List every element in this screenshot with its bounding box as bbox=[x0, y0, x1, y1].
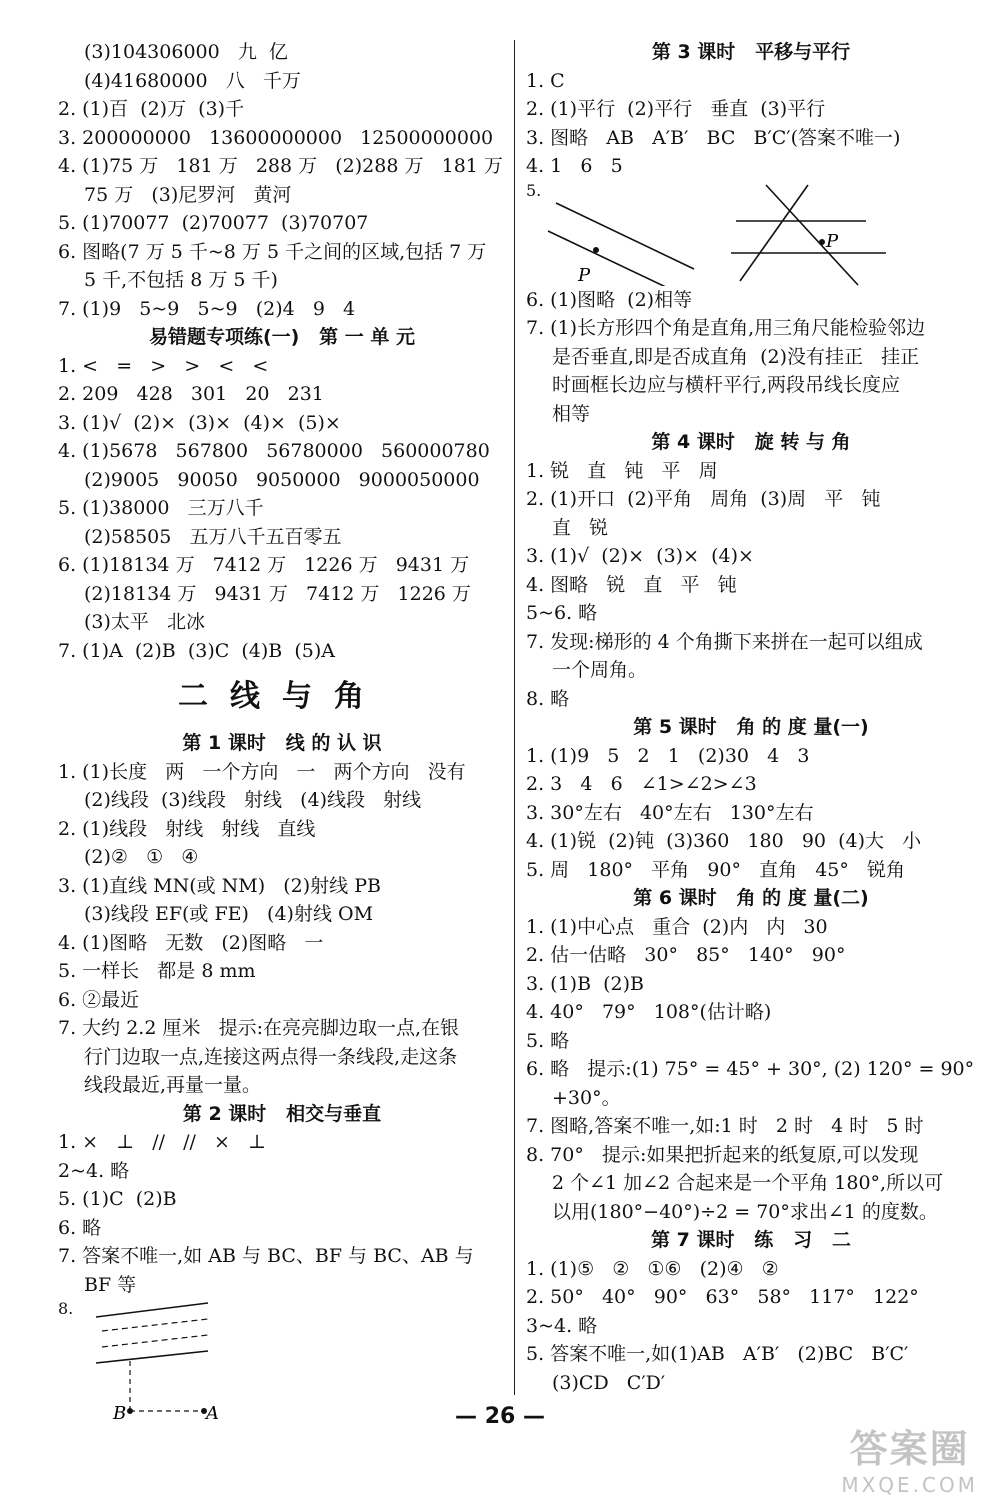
answer-line: 2. 3 4 6 ∠1>∠2>∠3 bbox=[526, 773, 757, 795]
answer-line: 6. ②最近 bbox=[58, 988, 140, 1011]
answer-line: 3. 200000000 13600000000 12500000000 bbox=[58, 126, 494, 149]
answer-line: 3. (1)直线 MN(或 NM) (2)射线 PB bbox=[58, 874, 381, 897]
answer-line: 7. (1)A (2)B (3)C (4)B (5)A bbox=[58, 639, 335, 662]
answer-line: 4. (1)5678 567800 56780000 560000780 bbox=[58, 440, 490, 462]
answer-line: 6. 略 bbox=[58, 1216, 102, 1239]
answer-line: 3. (1)B (2)B bbox=[526, 972, 644, 995]
label-a: A bbox=[206, 1403, 219, 1424]
section-title: 第 1 课时 线 的 认 识 bbox=[182, 732, 382, 754]
chapter-title: 二线与角 bbox=[178, 679, 386, 714]
answer-line: 5 千,不包括 8 万 5 千) bbox=[84, 269, 278, 291]
answer-line: 直 锐 bbox=[552, 516, 609, 539]
answer-line: 时画框长边应与横杆平行,两段吊线长度应 bbox=[552, 374, 901, 396]
answer-line: 5. 答案不唯一,如(1)AB A′B′ (2)BC B′C′ bbox=[526, 1343, 909, 1365]
answer-line: BF 等 bbox=[84, 1273, 137, 1296]
answer-line: 7. (1)9 5~9 5~9 (2)4 9 4 bbox=[58, 297, 356, 320]
answer-line: 1. 锐 直 钝 平 周 bbox=[526, 459, 718, 482]
answer-line: 1. (1)长度 两 一个方向 一 两个方向 没有 bbox=[58, 760, 466, 783]
answer-line: 5. (1)C (2)B bbox=[58, 1188, 177, 1210]
answer-line: 2. 50° 40° 90° 63° 58° 117° 122° bbox=[526, 1286, 919, 1308]
page-number: — 26 — bbox=[455, 1404, 545, 1429]
answer-line: 2. (1)百 (2)万 (3)千 bbox=[58, 98, 245, 120]
answer-line: 4. (1)锐 (2)钝 (3)360 180 90 (4)大 小 bbox=[526, 830, 922, 852]
answer-line: 5. 略 bbox=[526, 1029, 570, 1052]
watermark-url: MXQE.COM bbox=[841, 1473, 978, 1497]
answer-line: 3~4. 略 bbox=[526, 1314, 598, 1337]
answer-line: (2)18134 万 9431 万 7412 万 1226 万 bbox=[84, 582, 471, 605]
answer-line: (2)58505 五万八千五百零五 bbox=[84, 525, 342, 548]
answer-line: 6. (1)18134 万 7412 万 1226 万 9431 万 bbox=[58, 554, 470, 576]
label-p: P bbox=[578, 264, 591, 286]
answer-line: 4. (1)图略 无数 (2)图略 一 bbox=[58, 931, 324, 954]
answer-line: 线段最近,再量一量。 bbox=[84, 1074, 262, 1096]
answer-line: (3)CD C′D′ bbox=[552, 1371, 666, 1394]
answer-line: (2)② ① ④ bbox=[84, 846, 199, 868]
answer-line: 以用(180°−40°)÷2 = 70°求出∠1 的度数。 bbox=[552, 1200, 938, 1223]
answer-line: 一个周角。 bbox=[552, 659, 648, 681]
answer-line: (2)线段 (3)线段 射线 (4)线段 射线 bbox=[84, 789, 422, 811]
answer-line: 1. × ⊥ // // × ⊥ bbox=[58, 1131, 266, 1153]
figure-label: 5. bbox=[526, 180, 542, 200]
section-title: 第 7 课时 练 习 二 bbox=[651, 1229, 851, 1251]
answer-line: 7. 答案不唯一,如 AB 与 BC、BF 与 BC、AB 与 bbox=[58, 1245, 474, 1267]
answer-line: 5. (1)38000 三万八千 bbox=[58, 497, 264, 519]
answer-line: 4. (1)75 万 181 万 288 万 (2)288 万 181 万 bbox=[58, 155, 503, 177]
answer-line: 3. 图略 AB A′B′ BC B′C′(答案不唯一) bbox=[526, 126, 901, 149]
answer-line: 行门边取一点,连接这两点得一条线段,走这条 bbox=[84, 1045, 458, 1068]
answer-line: 2 个∠1 加∠2 合起来是一个平角 180°,所以可 bbox=[552, 1172, 944, 1194]
answer-line: 2~4. 略 bbox=[58, 1159, 130, 1182]
answer-line: 3. (1)√ (2)× (3)× (4)× (5)× bbox=[58, 411, 341, 434]
parallel-lines-svg bbox=[526, 181, 976, 286]
answer-line: (3)太平 北冰 bbox=[84, 611, 206, 633]
answer-line: (2)9005 90050 9050000 9000050000 bbox=[84, 468, 480, 491]
answer-line: 1. C bbox=[526, 69, 565, 92]
answer-line: (3)104306000 九 亿 bbox=[84, 41, 288, 63]
section-title: 易错题专项练(一) 第 一 单 元 bbox=[148, 326, 416, 348]
section-title: 第 3 课时 平移与平行 bbox=[651, 41, 851, 63]
answer-line: 4. 40° 79° 108°(估计略) bbox=[526, 1001, 772, 1023]
label-p-2: P bbox=[826, 230, 839, 252]
answer-line: +30°。 bbox=[552, 1086, 621, 1109]
answer-line: 5~6. 略 bbox=[526, 602, 598, 624]
section-title: 第 2 课时 相交与垂直 bbox=[182, 1102, 382, 1125]
section-title: 第 5 课时 角 的 度 量(一) bbox=[633, 716, 869, 738]
answer-line: 1. (1)中心点 重合 (2)内 内 30 bbox=[526, 915, 828, 938]
answer-line: 4. 1 6 5 bbox=[526, 155, 623, 177]
answer-line: 8. 70° 提示:如果把折起来的纸复原,可以发现 bbox=[526, 1143, 919, 1166]
answer-line: 4. 图略 锐 直 平 钝 bbox=[526, 573, 737, 596]
answer-line: 是否垂直,即是否成直角 (2)没有挂正 挂正 bbox=[552, 345, 920, 368]
answer-line: 2. 估一估略 30° 85° 140° 90° bbox=[526, 944, 846, 966]
answer-line: 6. 图略(7 万 5 千~8 万 5 千之间的区域,包括 7 万 bbox=[58, 240, 487, 263]
answer-line: (3)线段 EF(或 FE) (4)射线 OM bbox=[84, 903, 374, 925]
answer-line: 5. 周 180° 平角 90° 直角 45° 锐角 bbox=[526, 858, 905, 881]
answer-line: 2. (1)平行 (2)平行 垂直 (3)平行 bbox=[526, 98, 826, 120]
answer-line: 6. (1)图略 (2)相等 bbox=[526, 288, 693, 311]
answer-line: (4)41680000 八 千万 bbox=[84, 69, 301, 92]
label-b: B bbox=[113, 1403, 127, 1424]
answer-line: 2. 209 428 301 20 231 bbox=[58, 383, 324, 405]
answer-line: 8. 略 bbox=[526, 687, 570, 710]
watermark-title: 答案圈 bbox=[849, 1427, 970, 1471]
answer-line: 3. (1)√ (2)× (3)× (4)× bbox=[526, 545, 754, 567]
column-divider bbox=[514, 40, 515, 1395]
answer-line: 75 万 (3)尼罗河 黄河 bbox=[84, 183, 292, 206]
figure-parallel-lines bbox=[526, 181, 976, 286]
answer-line: 6. 略 提示:(1) 75° = 45° + 30°, (2) 120° = 90° bbox=[526, 1058, 975, 1080]
answer-line: 7. 图略,答案不唯一,如:1 时 2 时 4 时 5 时 bbox=[526, 1115, 924, 1137]
figure-label: 8. bbox=[58, 1299, 74, 1318]
answer-line: 2. (1)开口 (2)平角 周角 (3)周 平 钝 bbox=[526, 488, 881, 510]
left-column bbox=[58, 38, 506, 1424]
answer-line: 2. (1)线段 射线 射线 直线 bbox=[58, 817, 316, 840]
answer-line: 5. 一样长 都是 8 mm bbox=[58, 960, 256, 982]
answer-line: 1. (1)9 5 2 1 (2)30 4 3 bbox=[526, 744, 810, 767]
answer-line: 5. (1)70077 (2)70077 (3)70707 bbox=[58, 212, 369, 234]
right-column bbox=[526, 38, 976, 1397]
answer-line: 1. (1)⑤ ② ①⑥ (2)④ ② bbox=[526, 1257, 779, 1280]
answer-line: 相等 bbox=[552, 402, 591, 425]
answer-line: 7. 大约 2.2 厘米 提示:在亮亮脚边取一点,在银 bbox=[58, 1017, 460, 1039]
watermark-logo bbox=[841, 1418, 978, 1497]
section-title: 第 4 课时 旋 转 与 角 bbox=[651, 431, 851, 453]
answer-line: 7. (1)长方形四个角是直角,用三角尺能检验邻边 bbox=[526, 317, 926, 339]
answer-line: 3. 30°左右 40°左右 130°左右 bbox=[526, 801, 814, 824]
answer-line: 1. < = > > < < bbox=[58, 354, 269, 377]
answer-line: 7. 发现:梯形的 4 个角撕下来拼在一起可以组成 bbox=[526, 630, 923, 653]
section-title: 第 6 课时 角 的 度 量(二) bbox=[633, 887, 869, 909]
